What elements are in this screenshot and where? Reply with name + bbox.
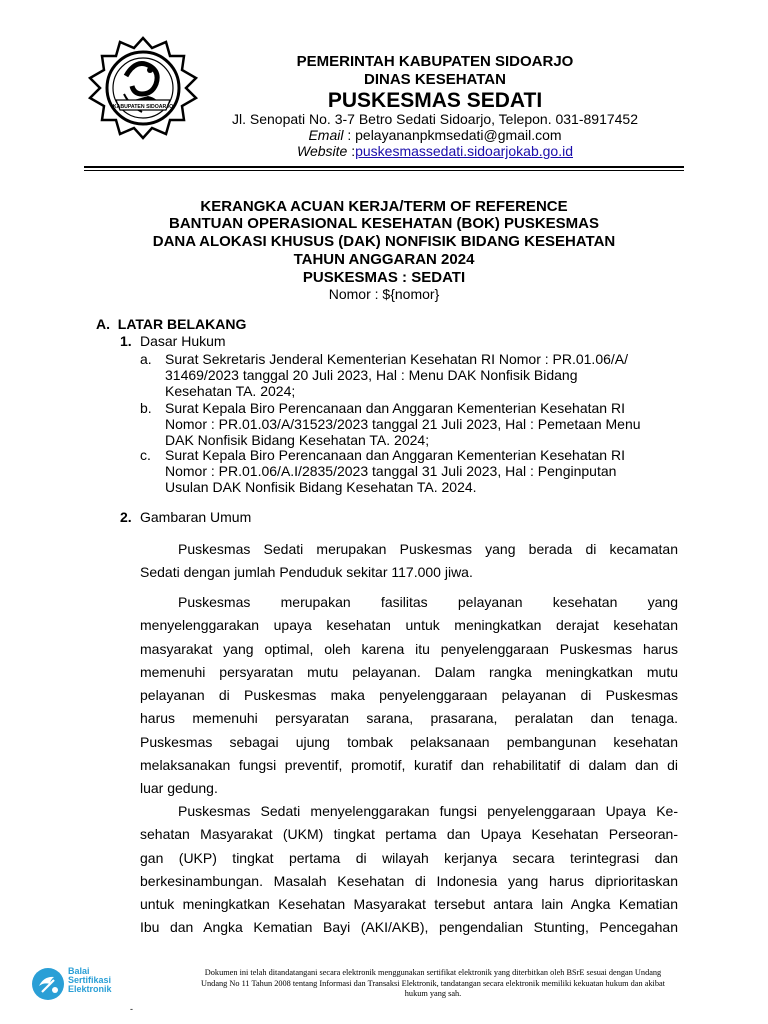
bsre-line: Elektronik: [68, 984, 112, 994]
paragraph-line: masyarakat yang optimal, oleh karena itu penyelenggaraan Puskesmas harus: [140, 640, 678, 657]
website-label: Website: [296, 143, 348, 159]
header-department: DINAS KESEHATAN: [364, 71, 506, 88]
header-government: PEMERINTAH KABUPATEN SIDOARJO: [296, 53, 574, 70]
bsre-line: Sertifikasi: [68, 975, 112, 985]
website-separator: :: [347, 143, 356, 159]
disclaimer-line: Dokumen ini telah ditandatangani secara elektronik menggunakan sertifikat elektronik yang diterbitkan oleh BSrE sesuai dengan Undang: [204, 968, 662, 977]
paragraph-line: sehatan Masyarakat (UKM) tingkat pertama dan Upaya Kesehatan Perseoran-: [140, 826, 678, 843]
paragraph-line: Puskesmas sebagai ujung tombak pelaksanaan pembangunan kesehatan: [140, 733, 678, 750]
subitem-line: Usulan DAK Nonfisik Bidang Kesehatan TA. 2024.: [165, 479, 477, 495]
subitem-label: a.: [140, 351, 152, 367]
subitem-line: Kesehatan TA. 2024;: [165, 383, 296, 399]
subitem-line: Surat Kepala Biro Perencanaan dan Anggaran Kementerian Kesehatan RI: [165, 400, 625, 416]
paragraph-line: harus memenuhi persyaratan sarana, prasarana, peralatan dan tenaga.: [140, 710, 678, 727]
email-value: : pelayananpkmsedati@gmail.com: [343, 127, 562, 143]
subitem-line: Surat Sekretaris Jenderal Kementerian Kesehatan RI Nomor : PR.01.06/A/: [165, 351, 629, 367]
footer-dash: -: [130, 1004, 133, 1014]
doc-title-line5: PUSKESMAS : SEDATI: [302, 269, 466, 286]
paragraph-line: Puskesmas Sedati merupakan Puskesmas yang berada di kecamatan: [178, 541, 678, 557]
subitem-line: DAK Nonfisik Bidang Kesehatan TA. 2024;: [165, 432, 430, 448]
section-heading-latar-belakang: A. LATAR BELAKANG: [96, 316, 247, 332]
subitem-label: c.: [140, 447, 151, 463]
disclaimer-line: hukum yang sah.: [404, 989, 462, 998]
header-website-line: [190, 143, 680, 160]
item-number: 1.: [120, 333, 132, 349]
paragraph-line: luar gedung.: [140, 780, 218, 797]
bsre-logo-icon: [30, 966, 66, 1002]
item-label: Gambaran Umum: [140, 509, 252, 525]
paragraph-line: berkesinambungan. Masalah Kesehatan di Indonesia yang harus diprioritaskan: [140, 872, 678, 889]
header-address: Jl. Senopati No. 3-7 Betro Sedati Sidoarjo, Telepon. 031-8917452: [231, 111, 639, 127]
esign-disclaimer: [138, 968, 728, 1000]
doc-title-line3: DANA ALOKASI KHUSUS (DAK) NONFISIK BIDANG KESEHATAN: [152, 233, 616, 250]
bsre-line: Balai: [68, 966, 90, 976]
item-number: 2.: [120, 509, 132, 525]
paragraph-2: [140, 591, 678, 801]
item-gambaran-umum: [120, 509, 251, 525]
paragraph-line: Puskesmas merupakan fasilitas pelayanan kesehatan yang: [178, 594, 678, 610]
subitem-line: 31469/2023 tanggal 20 Juli 2023, Hal : Menu DAK Nonfisik Bidang: [165, 367, 578, 383]
paragraph-line: pelayanan di Puskesmas maka penyelenggaraan pelayanan di Puskesmas: [140, 687, 678, 704]
doc-title-line1: KERANGKA ACUAN KERJA/TERM OF REFERENCE: [200, 198, 568, 215]
paragraph-line: Puskesmas Sedati menyelenggarakan fungsi penyelenggaraan Upaya Ke-: [178, 803, 678, 819]
header-rule-thick: [84, 166, 684, 168]
doc-title-line2: BANTUAN OPERASIONAL KESEHATAN (BOK) PUSKESMAS: [168, 215, 600, 232]
paragraph-line: memenuhi persyaratan mutu pelayanan. Dalam rangka meningkatkan mutu: [140, 663, 678, 680]
logo-ribbon-text: KABUPATEN SIDOARJO: [112, 104, 174, 110]
item-label: Dasar Hukum: [140, 333, 226, 349]
subitem-line: Nomor : PR.01.06/A.I/2835/2023 tanggal 31 Juli 2023, Hal : Penginputan: [165, 463, 617, 479]
header-rule-thin: [84, 170, 684, 171]
paragraph-line: melaksanakan fungsi preventif, promotif, kuratif dan rehabilitatif di dalam dan di: [140, 757, 678, 774]
item-dasar-hukum: [120, 333, 226, 349]
paragraph-1: [140, 538, 678, 585]
sidoarjo-emblem-logo: [86, 36, 200, 140]
paragraph-line: gan (UKP) tingkat pertama di wilayah kerjanya secara terintegrasi dan: [140, 849, 678, 866]
paragraph-line: Sedati dengan jumlah Penduduk sekitar 117.000 jiwa.: [140, 564, 473, 581]
disclaimer-line: Undang No 11 Tahun 2008 tentang Informasi dan Transaksi Elektronik, tandatangan secara elektronik memiliki kekuatan hukum dan akibat: [201, 978, 665, 988]
paragraph-line: Ibu dan Angka Kematian Bayi (AKI/AKB), pengendalian Stunting, Pencegahan: [140, 919, 678, 936]
subitem-label: b.: [140, 400, 152, 416]
subitem-line: Surat Kepala Biro Perencanaan dan Anggaran Kementerian Kesehatan RI: [165, 447, 625, 463]
paragraph-line: menyelenggarakan upaya kesehatan untuk meningkatkan derajat kesehatan: [140, 617, 678, 634]
paragraph-line: untuk meningkatkan Kesehatan Masyarakat tersebut antara lain Angka Kematian: [140, 896, 678, 913]
paragraph-3: [140, 800, 678, 940]
website-link[interactable]: puskesmassedati.sidoarjokab.go.id: [355, 143, 573, 159]
doc-number: Nomor : ${nomor}: [328, 286, 440, 302]
email-label: Email: [308, 127, 344, 143]
subitem-line: Nomor : PR.01.03/A/31523/2023 tanggal 21 Juli 2023, Hal : Pemetaan Menu: [165, 416, 641, 432]
header-email-line: [190, 127, 680, 144]
bsre-logo-text: [68, 967, 112, 994]
doc-title-line4: TAHUN ANGGARAN 2024: [293, 251, 475, 268]
header-institution: PUSKESMAS SEDATI: [327, 89, 543, 112]
